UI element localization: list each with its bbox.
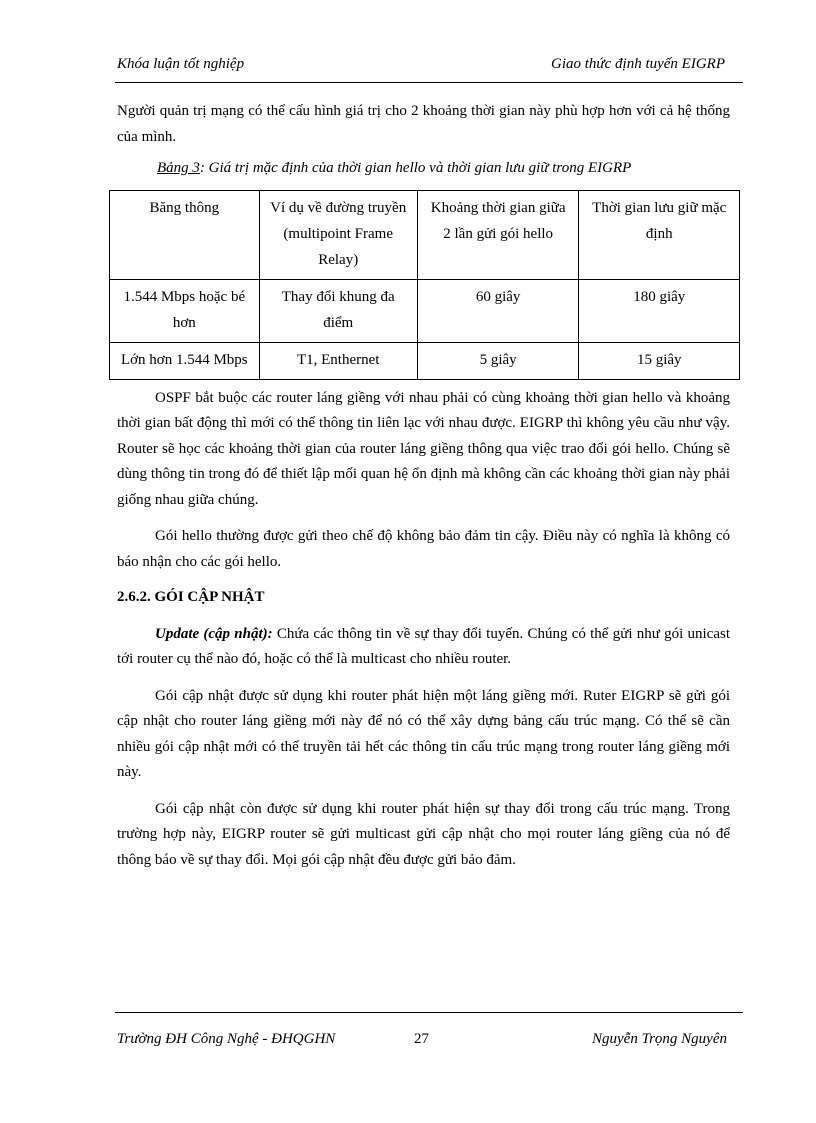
header-chapter-title: Giao thức định tuyến EIGRP [551, 56, 725, 72]
update-term: Update (cập nhật): [155, 625, 273, 642]
table-cell: 5 giây [417, 342, 579, 379]
table-caption [157, 156, 730, 182]
table-caption-label: Bảng 3 [157, 160, 200, 176]
page-number: 27 [414, 1031, 429, 1047]
update-definition-paragraph [117, 622, 730, 673]
table-row [110, 279, 740, 342]
table-cell: 1.544 Mbps hoặc bé hơn [110, 279, 260, 342]
update-paragraph-1: Gói cập nhật được sử dụng khi router phát hiện một láng giềng mới. Ruter EIGRP sẽ gửi gói cập nhật cho router láng giềng mới này để nó có thể xây dựng bảng cấu trúc mạng. Có thể sẽ cần nhiều gói cập nhật mới có thể truyền tải hết các thông tin cấu trúc mạng trong router láng giềng mới này. [117, 687, 730, 780]
header-thesis-title: Khóa luận tốt nghiệp [117, 56, 245, 72]
section-heading: 2.6.2. GÓI CẬP NHẬT [117, 589, 265, 605]
table-cell: 60 giây [417, 279, 579, 342]
table-header-cell: Băng thông [110, 190, 260, 279]
table-header-cell: Ví dụ về đường truyền (multipoint Frame Relay) [259, 190, 417, 279]
update-definition: Chứa các thông tin về sự thay đổi tuyến. Chúng có thể gửi như gói unicast tới router cụ thể nào đó, hoặc có thể là multicast cho nhiều router. [117, 625, 731, 667]
table-row [110, 342, 740, 379]
footer-university: Trường ĐH Công Nghệ - ĐHQGHN [117, 1031, 336, 1047]
header-divider [115, 82, 743, 83]
table-cell: 180 giây [579, 279, 740, 342]
hello-hold-time-table [109, 190, 740, 380]
update-paragraph-2: Gói cập nhật còn được sử dụng khi router phát hiện sự thay đổi trong cấu trúc mạng. Trong trường hợp này, EIGRP router sẽ gửi multicast gửi cập nhật cho mọi router láng giềng của nó để thông báo về sự thay đổi. Mọi gói cập nhật đều được gửi bảo đảm. [117, 800, 730, 868]
table-header-row [110, 190, 740, 279]
ospf-paragraph: OSPF bắt buộc các router láng giềng với nhau phải có cùng khoảng thời gian hello và khoảng thời gian bất động thì mới có thể thông tin liên lạc với nhau được. EIGRP thì không yêu cầu như vậy. Router sẽ học các khoảng thời gian của router láng giềng thông qua việc trao đổi gói hello. Chúng sẽ dùng thông tin trong đó để thiết lập mối quan hệ ổn định mà không cần các khoảng thời gian này phải giống nhau giữa chúng. [117, 389, 730, 508]
page-content [117, 99, 730, 873]
table-cell: Thay đổi khung đa điểm [259, 279, 417, 342]
page-header [117, 56, 725, 73]
table-header-cell: Thời gian lưu giữ mặc định [579, 190, 740, 279]
intro-paragraph: Người quản trị mạng có thể cấu hình giá trị cho 2 khoảng thời gian này phù hợp hơn với cả hệ thống của mình. [117, 103, 730, 145]
footer-divider [115, 1012, 743, 1013]
table-caption-text: : Giá trị mặc định của thời gian hello và thời gian lưu giữ trong EIGRP [199, 160, 632, 176]
table-header-cell: Khoảng thời gian giữa 2 lần gửi gói hello [417, 190, 579, 279]
table-cell: T1, Enthernet [259, 342, 417, 379]
footer-author: Nguyễn Trọng Nguyên [592, 1031, 727, 1047]
table-cell: Lớn hơn 1.544 Mbps [110, 342, 260, 379]
table-cell: 15 giây [579, 342, 740, 379]
hello-paragraph: Gói hello thường được gửi theo chế độ không bảo đảm tin cậy. Điều này có nghĩa là không có báo nhận cho các gói hello. [117, 528, 730, 570]
